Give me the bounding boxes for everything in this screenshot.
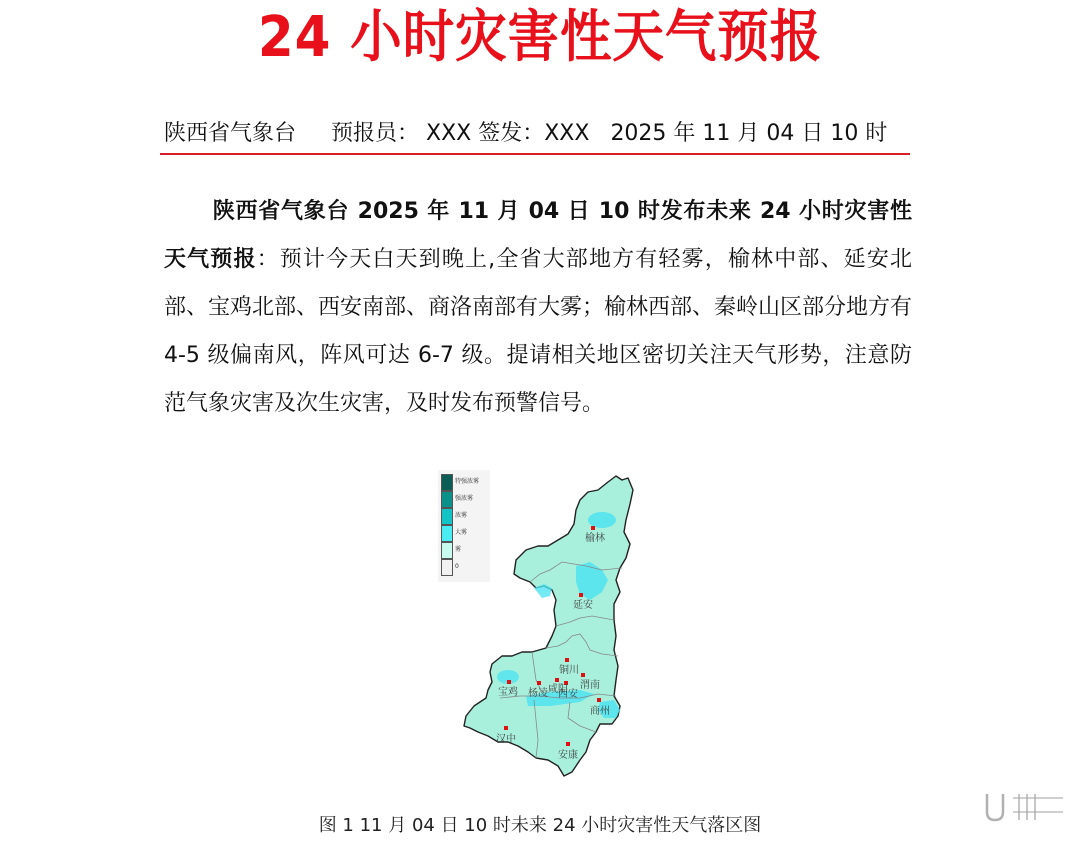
city-label-hanzhong: 汉中 bbox=[496, 734, 516, 745]
signer-label: 签发： bbox=[478, 121, 545, 146]
legend-label: 大雾 bbox=[455, 529, 468, 536]
legend-item bbox=[441, 491, 491, 508]
fog-map-figure bbox=[430, 470, 670, 790]
city-label-baoji: 宝鸡 bbox=[498, 687, 518, 698]
city-marker bbox=[597, 698, 601, 702]
legend-item bbox=[441, 542, 491, 559]
legend-item bbox=[441, 508, 491, 525]
figure-caption: 图 1 11 月 04 日 10 时未来 24 小时灾害性天气落区图 bbox=[318, 815, 762, 836]
city-label-weinan: 渭南 bbox=[580, 680, 600, 691]
header-divider bbox=[160, 153, 910, 155]
legend-swatch bbox=[441, 559, 453, 576]
city-marker bbox=[555, 678, 559, 682]
legend-item bbox=[441, 559, 491, 576]
city-marker bbox=[507, 680, 511, 684]
city-label-yulin: 榆林 bbox=[585, 533, 605, 544]
city-label-xian: 西安 bbox=[558, 689, 578, 700]
city-marker bbox=[566, 742, 570, 746]
legend-label: 特强浓雾 bbox=[455, 478, 480, 485]
watermark-logo bbox=[975, 792, 1065, 824]
forecast-lead: 陕西省气象台 2025 年 11 月 04 日 10 时发布未来 24 小时灾害性天气预报 bbox=[164, 199, 912, 272]
city-marker bbox=[581, 673, 585, 677]
city-label-yanan: 延安 bbox=[573, 600, 593, 611]
legend-swatch bbox=[441, 474, 453, 491]
forecaster-name: XXX bbox=[426, 121, 472, 146]
city-label-xianyang: 咸阳 bbox=[548, 684, 568, 695]
city-marker bbox=[565, 658, 569, 662]
forecaster-label: 预报员： bbox=[330, 121, 419, 146]
signer-name: XXX bbox=[544, 121, 590, 146]
forecast-paragraph bbox=[164, 188, 912, 428]
city-label-shangzhou: 商州 bbox=[590, 706, 610, 717]
document-title: 24 小时灾害性天气预报 bbox=[257, 5, 823, 70]
forecast-text: ：预计今天白天到晚上,全省大部地方有轻雾，榆林中部、延安北部、宝鸡北部、西安南部、商洛南部有大雾；榆林西部、秦岭山区部分地方有 4-5 级偏南风，阵风可达 6-7 级。提请相关地区密切关注天气形势，注意防范气象灾害及次生灾害，及时发布预警信号。 bbox=[164, 247, 913, 416]
city-marker bbox=[504, 726, 508, 730]
legend-label: 强浓雾 bbox=[455, 495, 474, 502]
city-marker bbox=[579, 593, 583, 597]
legend-item bbox=[441, 474, 491, 491]
issue-datetime: 2025 年 11 月 04 日 10 时 bbox=[610, 121, 888, 146]
legend-swatch bbox=[441, 525, 453, 542]
legend-label: 浓雾 bbox=[455, 512, 468, 519]
fog-legend bbox=[438, 470, 490, 582]
legend-label: 0 bbox=[455, 563, 459, 570]
legend-label: 雾 bbox=[455, 546, 462, 553]
city-label-ankang: 安康 bbox=[558, 750, 578, 761]
city-marker bbox=[537, 681, 541, 685]
legend-swatch bbox=[441, 491, 453, 508]
legend-item bbox=[441, 525, 491, 542]
issuer-line bbox=[164, 118, 910, 150]
fog-area-yulin bbox=[588, 512, 616, 528]
issuer: 陕西省气象台 bbox=[164, 121, 297, 146]
legend-swatch bbox=[441, 542, 453, 559]
city-label-tongchuan: 铜川 bbox=[559, 665, 579, 676]
legend-swatch bbox=[441, 508, 453, 525]
city-label-yangling: 杨凌 bbox=[528, 688, 548, 699]
city-marker bbox=[591, 526, 595, 530]
